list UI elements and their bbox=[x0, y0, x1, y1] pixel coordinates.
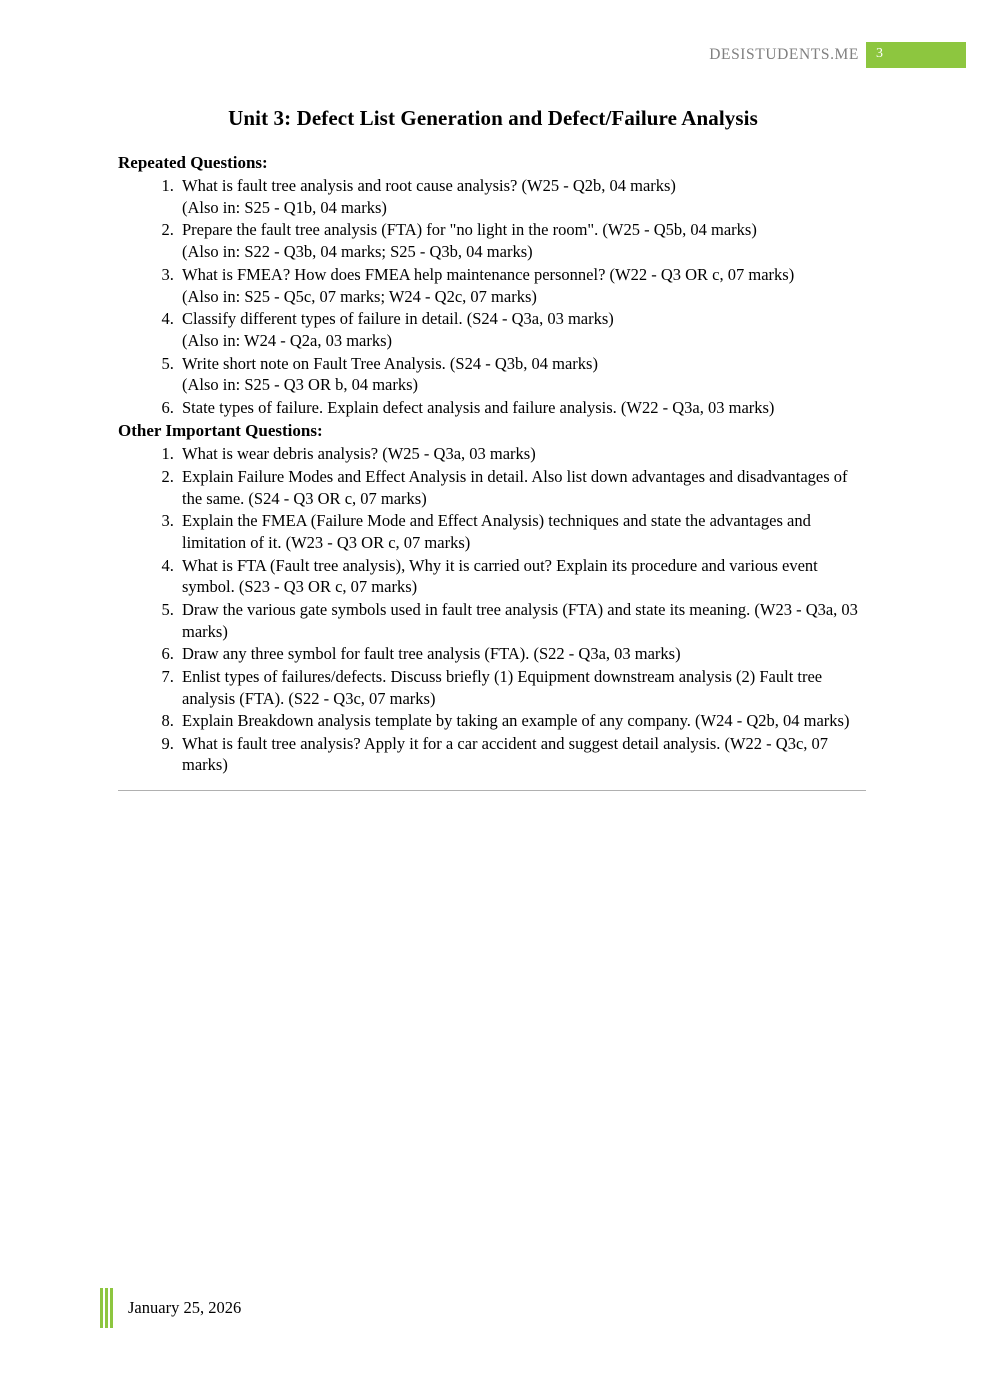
question-text: State types of failure. Explain defect analysis and failure analysis. (W22 - Q3a, 03 marks) bbox=[182, 397, 775, 417]
section-heading: Other Important Questions: bbox=[118, 421, 323, 441]
content-divider bbox=[118, 790, 866, 791]
question-text: Prepare the fault tree analysis (FTA) for "no light in the room". (W25 - Q5b, 04 marks) bbox=[182, 220, 757, 240]
question-text: Draw any three symbol for fault tree analysis (FTA). (S22 - Q3a, 03 marks) bbox=[182, 644, 681, 664]
list-item bbox=[178, 466, 868, 510]
question-text: Enlist types of failures/defects. Discuss briefly (1) Equipment downstream analysis (2) Fault tree analysis (FTA). (S22 - Q3c, 07 marks) bbox=[182, 666, 823, 708]
page-header bbox=[0, 0, 984, 90]
page-number-label: 3 bbox=[876, 46, 883, 61]
triple-bar-icon bbox=[100, 1288, 116, 1328]
question-subnote: (Also in: S25 - Q5c, 07 marks; W24 - Q2c, 07 marks) bbox=[182, 286, 537, 306]
question-text: What is wear debris analysis? (W25 - Q3a, 03 marks) bbox=[182, 444, 536, 464]
footer-date-label: January 25, 2026 bbox=[128, 1298, 242, 1317]
list-item bbox=[178, 733, 868, 777]
list-item bbox=[178, 510, 868, 554]
list-item bbox=[178, 308, 868, 352]
site-brand-label: DESISTUDENTS.ME bbox=[709, 46, 859, 63]
question-text: What is FTA (Fault tree analysis), Why it is carried out? Explain its procedure and various event symbol. (S23 - Q3 OR c, 07 marks) bbox=[182, 555, 818, 597]
list-item bbox=[178, 643, 868, 665]
page-number-badge bbox=[866, 42, 966, 68]
question-text: What is fault tree analysis and root cause analysis? (W25 - Q2b, 04 marks) bbox=[182, 176, 676, 195]
list-item bbox=[178, 599, 868, 643]
question-text: Explain the FMEA (Failure Mode and Effect Analysis) techniques and state the advantages and limitation of it. (W23 - Q3 OR c, 07 marks) bbox=[182, 511, 811, 553]
list-item bbox=[178, 443, 868, 465]
list-item bbox=[178, 219, 868, 263]
repeated-questions-list bbox=[118, 175, 868, 419]
list-item bbox=[178, 666, 868, 710]
question-text: Classify different types of failure in detail. (S24 - Q3a, 03 marks) bbox=[182, 309, 614, 329]
section-repeated-questions bbox=[118, 153, 868, 419]
question-subnote: (Also in: W24 - Q2a, 03 marks) bbox=[182, 331, 393, 351]
document-body bbox=[118, 106, 868, 777]
list-item bbox=[178, 397, 868, 419]
list-item bbox=[178, 175, 868, 219]
question-text: Explain Breakdown analysis template by taking an example of any company. (W24 - Q2b, 04 marks) bbox=[182, 711, 850, 731]
list-item bbox=[178, 353, 868, 397]
section-other-important-questions bbox=[118, 421, 868, 776]
question-subnote: (Also in: S25 - Q3 OR b, 04 marks) bbox=[182, 375, 419, 395]
section-heading: Repeated Questions: bbox=[118, 153, 268, 172]
question-text: Write short note on Fault Tree Analysis. (S24 - Q3b, 04 marks) bbox=[182, 353, 598, 373]
question-subnote: (Also in: S22 - Q3b, 04 marks; S25 - Q3b, 04 marks) bbox=[182, 242, 533, 262]
page-footer bbox=[100, 1288, 600, 1332]
list-item bbox=[178, 555, 868, 599]
question-text: Explain Failure Modes and Effect Analysis in detail. Also list down advantages and disadvantages of the same. (S24 - Q3 OR c, 07 marks) bbox=[182, 466, 848, 508]
question-subnote: (Also in: S25 - Q1b, 04 marks) bbox=[182, 197, 387, 217]
question-text: What is FMEA? How does FMEA help maintenance personnel? (W22 - Q3 OR c, 07 marks) bbox=[182, 264, 795, 284]
question-text: Draw the various gate symbols used in fault tree analysis (FTA) and state its meaning. (W23 - Q3a, 03 marks) bbox=[182, 599, 858, 641]
question-text: What is fault tree analysis? Apply it for a car accident and suggest detail analysis. (W22 - Q3c, 07 marks) bbox=[182, 733, 829, 775]
other-questions-list bbox=[118, 443, 868, 776]
list-item bbox=[178, 710, 868, 732]
list-item bbox=[178, 264, 868, 308]
page-title: Unit 3: Defect List Generation and Defect/Failure Analysis bbox=[228, 106, 758, 130]
